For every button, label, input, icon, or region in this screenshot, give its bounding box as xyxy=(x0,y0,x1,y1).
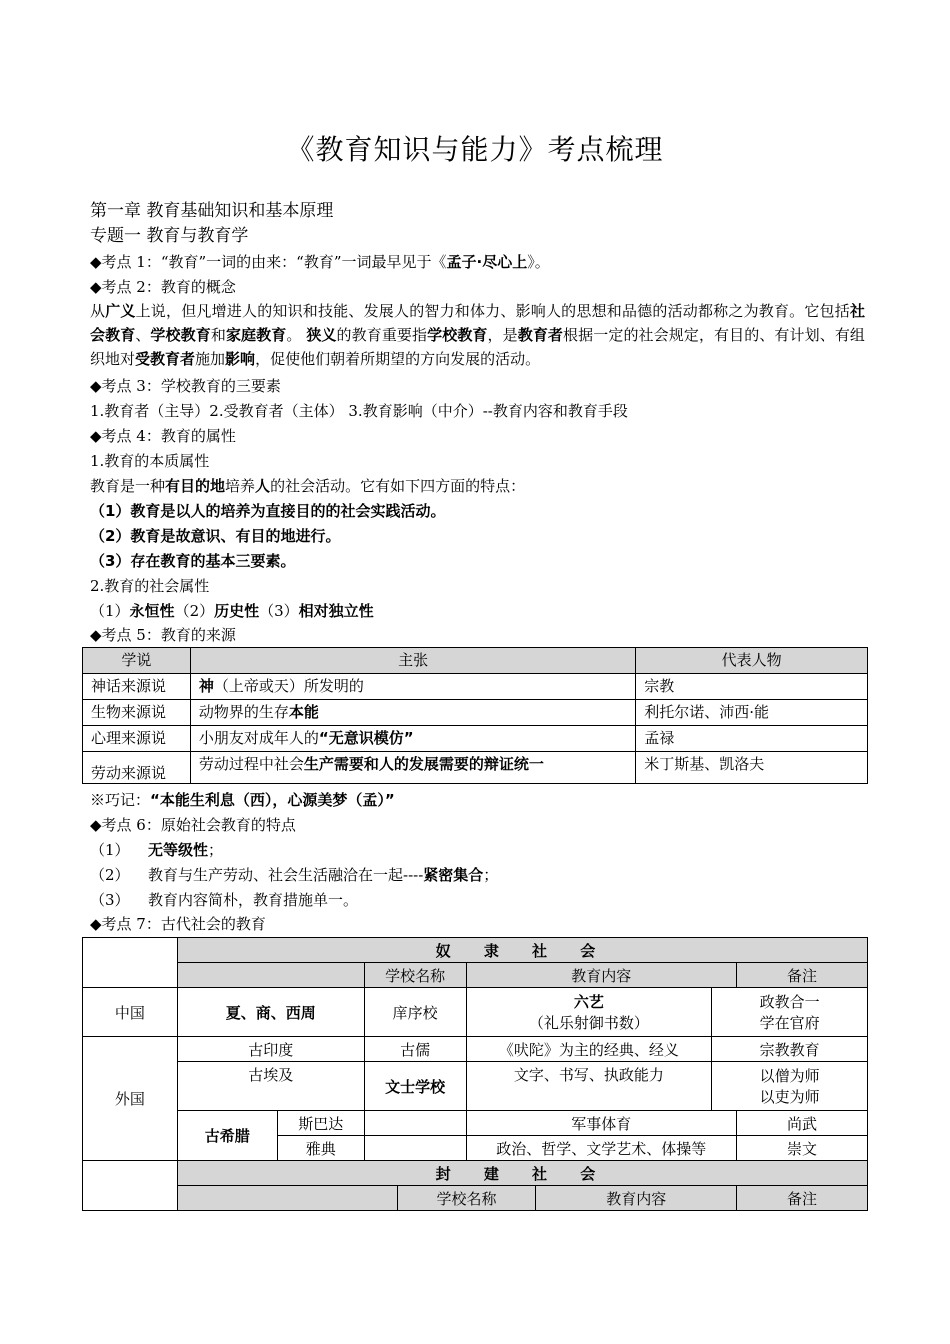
kp4-intro-a: 教育是一种 xyxy=(90,477,166,495)
kp2-bold-term: 社会教育 xyxy=(90,302,865,344)
kp2-bold-term: 影响 xyxy=(225,350,256,368)
kp2-text: 从 xyxy=(90,302,106,320)
origin-table-header xyxy=(83,648,868,674)
theory-person: 宗教 xyxy=(636,674,868,700)
kp6-bold: 无等级性 xyxy=(148,841,209,859)
sparta-name: 斯巴达 xyxy=(277,1111,364,1136)
origin-table xyxy=(82,647,868,784)
claim-pre: 小朋友对成年人的 xyxy=(198,729,319,747)
corner-cell xyxy=(83,938,178,988)
kp2-text: ，是 xyxy=(487,326,518,344)
kp6-num: （2） xyxy=(90,866,130,884)
kp1-end: 》。 xyxy=(527,253,550,271)
china-note xyxy=(712,988,868,1037)
table-row xyxy=(83,752,868,784)
greece-name xyxy=(177,1111,277,1161)
theory-claim xyxy=(190,700,635,726)
kp4-p1: （1） xyxy=(90,602,130,620)
sparta-content: 军事体育 xyxy=(466,1111,737,1136)
claim-pre: 动物界的生存 xyxy=(198,703,289,721)
kp6-num: （1） xyxy=(90,841,130,859)
kp4-p2: （2） xyxy=(174,602,215,620)
header-claim: 主张 xyxy=(190,648,635,674)
claim-post: （上帝或天）所发明的 xyxy=(213,677,364,695)
feudal-col-school: 学校名称 xyxy=(397,1186,536,1211)
kp6-heading: ◆考点 6：原始社会教育的特点 xyxy=(90,816,296,834)
kp4-intro xyxy=(90,476,870,496)
claim-bold: “无意识模仿” xyxy=(318,729,414,747)
corner-cell-2 xyxy=(83,1161,178,1211)
kp4-item-2-text: （2）教育是故意识、有目的地进行。 xyxy=(90,527,341,545)
china-label: 中国 xyxy=(83,988,178,1037)
kp4-item-1 xyxy=(90,501,870,521)
egypt-content: 文字、书写、执政能力 xyxy=(466,1062,712,1111)
kp2-text: 的教育重要指 xyxy=(336,326,428,344)
kp6-item-3 xyxy=(90,890,870,910)
table-row xyxy=(83,674,868,700)
china-note-2: 学在官府 xyxy=(759,1014,820,1032)
kp2-text: 上说，但凡增进人的知识和技能、发展人的智力和体力、影响人的思想和品德的活动都称之为教育。它包括 xyxy=(135,302,850,320)
china-period xyxy=(177,988,364,1037)
ancient-education-table xyxy=(82,937,868,1211)
india-name: 古印度 xyxy=(177,1037,364,1062)
india-content: 《吠陀》为主的经典、经义 xyxy=(466,1037,712,1062)
mnemonic xyxy=(90,790,870,810)
kp4-item-3-text: （3）存在教育的基本三要素。 xyxy=(90,552,296,570)
chapter-heading: 第一章 教育基础知识和基本原理 xyxy=(90,201,334,221)
kp6-post: ； xyxy=(208,841,224,859)
kp5-heading: ◆考点 5：教育的来源 xyxy=(90,626,236,644)
kp2-bold-term: 学校教育 xyxy=(427,326,488,344)
kp2-bold-term: 家庭教育 xyxy=(225,326,287,344)
india-note: 宗教教育 xyxy=(712,1037,868,1062)
china-content xyxy=(466,988,712,1037)
header-person: 代表人物 xyxy=(636,648,868,674)
theory-name: 劳动来源说 xyxy=(83,752,191,784)
theory-name: 神话来源说 xyxy=(83,674,191,700)
kp1-bold: 孟子·尽心上 xyxy=(446,253,528,271)
feudal-col-content: 教育内容 xyxy=(536,1186,737,1211)
page-title: 《教育知识与能力》考点梳理 xyxy=(286,133,664,166)
kp6-item-1 xyxy=(90,840,870,860)
kp4-b1: 永恒性 xyxy=(129,602,175,620)
theory-person: 利托尔诺、沛西·能 xyxy=(636,700,868,726)
slave-header-text: 奴 隶 社 会 xyxy=(435,941,610,960)
kp1-text: ◆考点 1：“教育”一词的由来：“教育”一词最早见于《 xyxy=(90,253,447,271)
egypt-note-2: 以吏为师 xyxy=(759,1088,820,1106)
col-note: 备注 xyxy=(737,963,868,988)
kp2-bold-term: 教育者 xyxy=(517,326,564,344)
claim-bold: 本能 xyxy=(288,703,319,721)
theory-person: 孟禄 xyxy=(636,726,868,752)
topic-heading: 专题一 教育与教育学 xyxy=(90,226,249,246)
feudal-col-note: 备注 xyxy=(737,1186,868,1211)
kp2-text: 和 xyxy=(210,326,226,344)
header-theory: 学说 xyxy=(83,648,191,674)
kp4-sub1: 1.教育的本质属性 xyxy=(90,452,210,470)
china-note-1: 政教合一 xyxy=(759,993,820,1011)
athens-note: 崇文 xyxy=(737,1136,868,1161)
kp3-line: 1.教育者（主导）2.受教育者（主体） 3.教育影响（中介）--教育内容和教育手段 xyxy=(90,402,628,420)
kp2-bold-term: 广义 xyxy=(105,302,136,320)
china-school: 庠序校 xyxy=(364,988,466,1037)
mnemonic-text: “本能生利息（西），心源美梦（孟）” xyxy=(150,791,395,809)
kp4-p3: （3） xyxy=(259,602,299,620)
athens-content: 政治、哲学、文学艺术、体操等 xyxy=(466,1136,737,1161)
kp2-heading: ◆考点 2：教育的概念 xyxy=(90,278,236,296)
kp2-bold-term: 受教育者 xyxy=(135,350,196,368)
theory-claim xyxy=(190,726,635,752)
kp4-intro-b1: 有目的地 xyxy=(165,477,226,495)
sparta-note: 尚武 xyxy=(737,1111,868,1136)
theory-name: 生物来源说 xyxy=(83,700,191,726)
kp2-text: ，促使他们朝着所期望的方向发展的活动。 xyxy=(255,350,541,368)
china-period-text: 夏、商、西周 xyxy=(225,1003,316,1022)
kp6-pre: 教育内容简朴，教育措施单一。 xyxy=(148,891,359,909)
kp2-text: 施加 xyxy=(195,350,226,368)
kp6-bold: 紧密集合 xyxy=(423,866,484,884)
kp2-paragraph xyxy=(90,299,865,371)
kp2-bold-term: 狭义 xyxy=(306,326,337,344)
kp4-item-1-text: （1）教育是以人的培养为直接目的的社会实践活动。 xyxy=(90,502,446,520)
kp4-item-3 xyxy=(90,551,870,571)
kp6-post: ； xyxy=(483,866,499,884)
kp4-intro-d: 的社会活动。它有如下四方面的特点： xyxy=(270,477,526,495)
theory-claim xyxy=(190,752,635,784)
kp2-text: 根据一定的社会规定，有目的、有计划、有组织地对 xyxy=(90,326,865,368)
claim-pre: 劳动过程中社会 xyxy=(198,755,304,773)
col-school: 学校名称 xyxy=(364,963,466,988)
kp4-sub2-items xyxy=(90,601,870,621)
athens-school xyxy=(364,1136,466,1161)
kp6-num: （3） xyxy=(90,891,130,909)
kp1-line xyxy=(90,252,870,272)
kp4-sub2: 2.教育的社会属性 xyxy=(90,577,210,595)
slave-society-header xyxy=(177,938,867,963)
foreign-label: 外国 xyxy=(83,1037,178,1161)
claim-bold: 生产需要和人的发展需要的辩证统一 xyxy=(303,755,544,773)
col-content: 教育内容 xyxy=(466,963,737,988)
egypt-note xyxy=(712,1062,868,1111)
mnemonic-label: ※巧记： xyxy=(90,791,151,809)
egypt-note-1: 以僧为师 xyxy=(759,1067,820,1085)
kp6-pre: 教育与生产劳动、社会生活融洽在一起---- xyxy=(148,866,424,884)
table-row xyxy=(83,726,868,752)
kp4-item-2 xyxy=(90,526,870,546)
athens-name: 雅典 xyxy=(277,1136,364,1161)
theory-person: 米丁斯基、凯洛夫 xyxy=(636,752,868,784)
kp4-intro-c: 培养 xyxy=(225,477,256,495)
feudal-society-header xyxy=(177,1161,867,1186)
kp6-item-2 xyxy=(90,865,870,885)
china-content-bold: 六艺 xyxy=(573,993,604,1011)
claim-bold: 神 xyxy=(198,677,214,695)
kp4-b3: 相对独立性 xyxy=(298,602,374,620)
egypt-name: 古埃及 xyxy=(177,1062,364,1111)
theory-claim xyxy=(190,674,635,700)
kp2-bold-term: 学校教育 xyxy=(150,326,211,344)
kp4-b2: 历史性 xyxy=(214,602,260,620)
china-content-sub: （礼乐射御书数） xyxy=(528,1014,649,1032)
kp4-heading: ◆考点 4：教育的属性 xyxy=(90,427,236,445)
sparta-school xyxy=(364,1111,466,1136)
feudal-blank xyxy=(177,1186,397,1211)
india-school: 古儒 xyxy=(364,1037,466,1062)
egypt-school xyxy=(364,1062,466,1111)
kp4-intro-b2: 人 xyxy=(255,477,271,495)
theory-name: 心理来源说 xyxy=(83,726,191,752)
egypt-school-text: 文士学校 xyxy=(385,1077,446,1096)
feudal-header-text: 封 建 社 会 xyxy=(435,1164,610,1183)
blank-header xyxy=(177,963,364,988)
kp3-heading: ◆考点 3：学校教育的三要素 xyxy=(90,377,281,395)
kp2-text: 。 xyxy=(286,326,307,344)
greece-name-text: 古希腊 xyxy=(204,1127,250,1145)
kp7-heading: ◆考点 7：古代社会的教育 xyxy=(90,915,266,933)
kp2-text: 、 xyxy=(135,326,151,344)
table-row xyxy=(83,700,868,726)
